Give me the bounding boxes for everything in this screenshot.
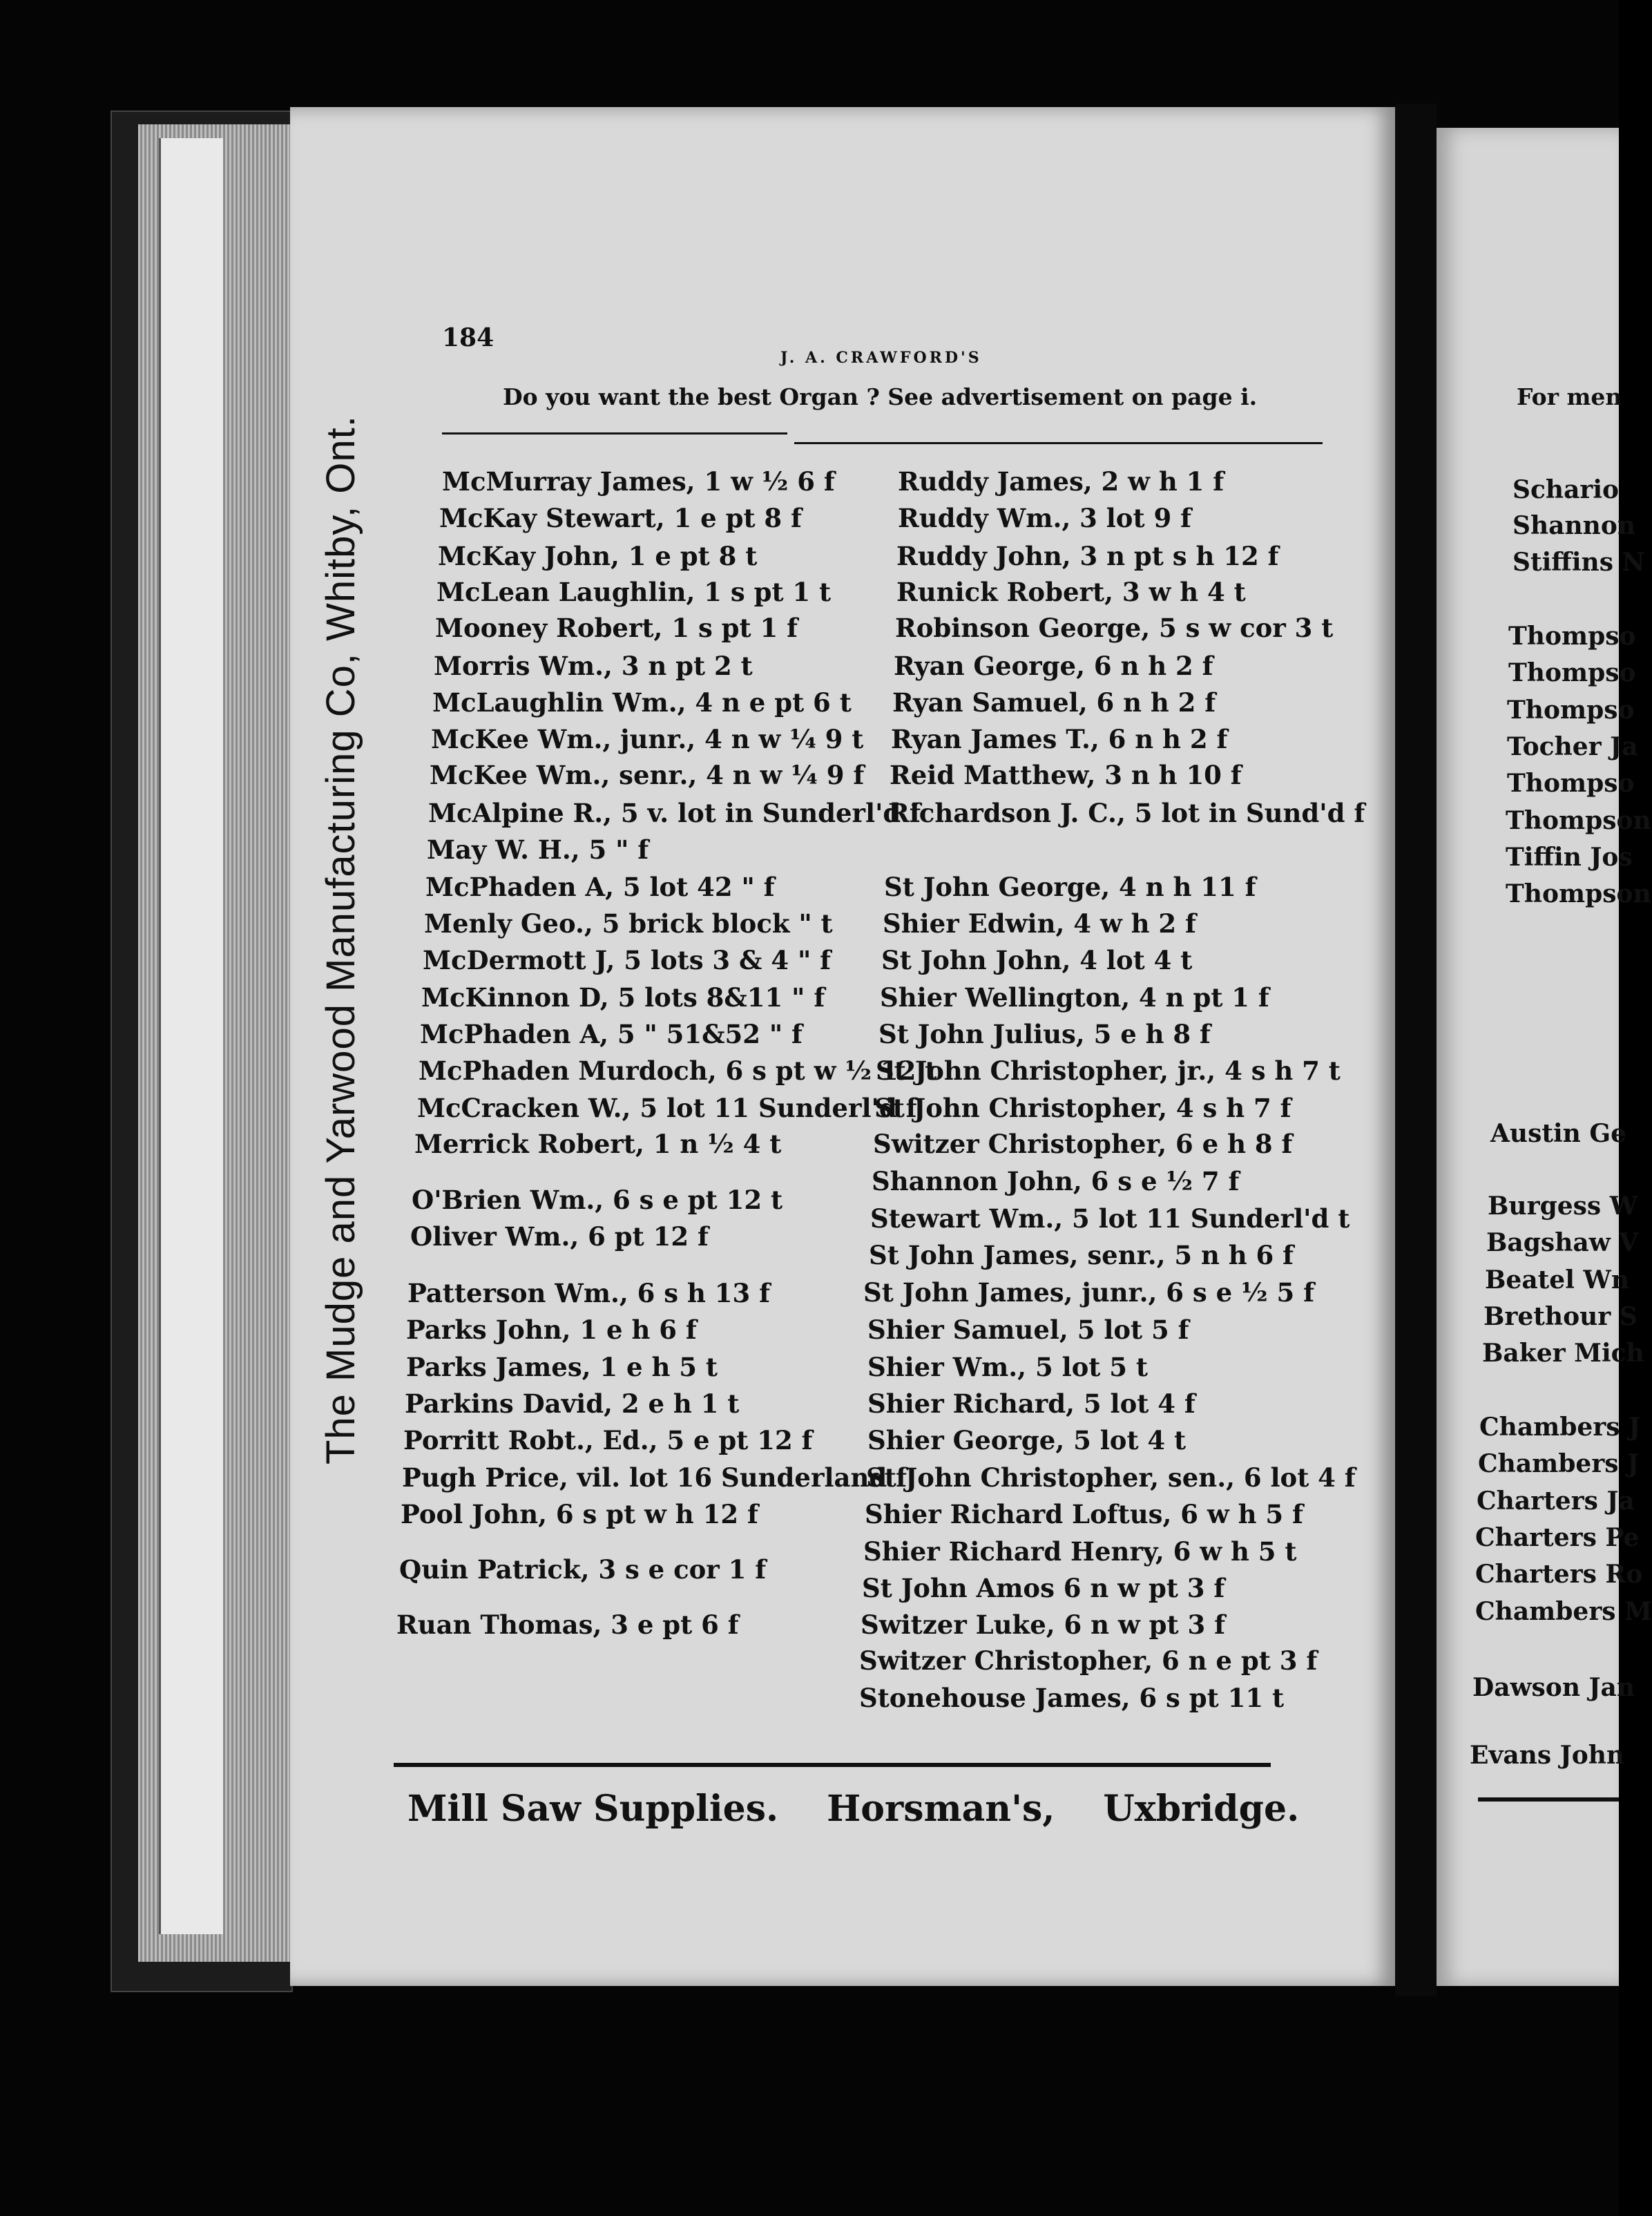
directory-entry: McKee Wm., senr., 4 n w ¼ 9 f — [430, 760, 865, 790]
directory-entry: St John Christopher, sen., 6 lot 4 f — [866, 1462, 1356, 1493]
directory-entry: Switzer Luke, 6 n w pt 3 f — [861, 1610, 1226, 1640]
directory-entry: Shannon John, 6 s e ½ 7 f — [872, 1166, 1240, 1196]
directory-entry: Switzer Christopher, 6 n e pt 3 f — [859, 1645, 1318, 1676]
directory-entry: Parks John, 1 e h 6 f — [406, 1315, 697, 1345]
facing-page-entry: Thompso — [1507, 696, 1635, 725]
directory-entry: St John Amos 6 n w pt 3 f — [862, 1573, 1225, 1603]
facing-page-entry: Schario — [1512, 475, 1620, 504]
directory-entry: McDermott J, 5 lots 3 & 4 " f — [423, 945, 832, 975]
directory-entry: Ruddy James, 2 w h 1 f — [898, 466, 1224, 497]
directory-entry: Pugh Price, vil. lot 16 Sunderland f — [402, 1462, 907, 1493]
directory-entry: Ruddy John, 3 n pt s h 12 f — [896, 541, 1279, 571]
directory-entry: St John George, 4 n h 11 f — [884, 872, 1256, 902]
directory-entry: Runick Robert, 3 w h 4 t — [896, 577, 1246, 607]
facing-page-entry: Thompso — [1508, 658, 1636, 687]
footer-advertisement — [407, 1788, 1347, 1830]
facing-page-entry: Thompson — [1506, 879, 1651, 908]
facing-page-entry: Brethour S — [1483, 1302, 1637, 1331]
directory-entry: St John Christopher, jr., 4 s h 7 t — [876, 1056, 1341, 1086]
directory-entry: Mooney Robert, 1 s pt 1 f — [435, 613, 798, 643]
facing-page-entry: Stiffins N — [1512, 548, 1645, 577]
header-rule-left — [442, 432, 787, 434]
directory-entry: McCracken W., 5 lot 11 Sunderl'd f — [417, 1093, 917, 1123]
facing-page-entry: Chambers J — [1479, 1413, 1641, 1442]
facing-page-entry: Tocher Ja — [1507, 732, 1638, 761]
directory-entry: McAlpine R., 5 v. lot in Sunderl'd f — [428, 798, 921, 828]
directory-entry: Shier George, 5 lot 4 t — [867, 1425, 1187, 1455]
directory-entry: Shier Richard Henry, 6 w h 5 t — [863, 1536, 1297, 1567]
facing-page-entry: Charters Pe — [1475, 1523, 1640, 1552]
directory-entry: Menly Geo., 5 brick block " t — [424, 908, 833, 939]
directory-entry: Parks James, 1 e h 5 t — [406, 1352, 718, 1382]
directory-entry: Quin Patrick, 3 s e cor 1 f — [399, 1554, 767, 1585]
directory-entry: Robinson George, 5 s w cor 3 t — [895, 613, 1334, 643]
facing-page-entry: Charters Ja — [1477, 1487, 1635, 1516]
page-number: 184 — [442, 323, 494, 352]
side-advertisement: The Mudge and Yarwood Manufacturing Co, Whitby, Ont. — [318, 415, 363, 1464]
facing-page-entry: Thompso — [1508, 622, 1636, 651]
facing-page-entry: Beatel Wn — [1485, 1265, 1630, 1295]
facing-page-entry: Bagshaw V — [1486, 1228, 1639, 1257]
directory-entry: Morris Wm., 3 n pt 2 t — [434, 651, 753, 681]
facing-page-entry: Burgess W — [1488, 1192, 1638, 1221]
directory-entry: Patterson Wm., 6 s h 13 f — [407, 1278, 771, 1308]
running-head: J. A. CRAWFORD'S — [780, 349, 982, 367]
directory-entry: McLean Laughlin, 1 s pt 1 t — [436, 577, 832, 607]
directory-entry: Shier Richard, 5 lot 4 f — [867, 1388, 1195, 1419]
facing-page-entry: Austin Ge — [1490, 1119, 1627, 1148]
directory-entry: May W. H., 5 " f — [427, 834, 649, 865]
directory-entry: Merrick Robert, 1 n ½ 4 t — [414, 1129, 782, 1159]
footer-ad-part: Horsman's, — [827, 1788, 1055, 1830]
directory-entry: St John Christopher, 4 s h 7 f — [874, 1093, 1291, 1123]
directory-entry: McPhaden A, 5 lot 42 " f — [425, 872, 775, 902]
facing-page-entry: Charters Ro — [1475, 1560, 1643, 1589]
facing-page-entry: Thompso — [1507, 769, 1635, 798]
directory-entry: McMurray James, 1 w ½ 6 f — [442, 466, 835, 497]
directory-entry: St John Julius, 5 e h 8 f — [878, 1019, 1211, 1049]
directory-entry: Richardson J. C., 5 lot in Sund'd f — [888, 798, 1365, 828]
directory-entry: Shier Edwin, 4 w h 2 f — [883, 908, 1196, 939]
footer-ad-part: Uxbridge. — [1103, 1788, 1300, 1830]
directory-entry: Pool John, 6 s pt w h 12 f — [401, 1499, 758, 1529]
page-fore-edge — [159, 138, 223, 1934]
directory-entry: McKinnon D, 5 lots 8&11 " f — [421, 982, 825, 1013]
facing-page-entry: Shannon — [1512, 511, 1636, 540]
facing-page-entry: Chambers M — [1475, 1597, 1652, 1626]
facing-page-entry: Chambers J — [1478, 1449, 1640, 1478]
directory-entry: Switzer Christopher, 6 e h 8 f — [873, 1129, 1293, 1159]
directory-entry: Ruddy Wm., 3 lot 9 f — [898, 503, 1191, 533]
directory-entry: Ruan Thomas, 3 e pt 6 f — [396, 1610, 739, 1640]
directory-entry: McPhaden A, 5 " 51&52 " f — [420, 1019, 803, 1049]
directory-entry: Stonehouse James, 6 s pt 11 t — [859, 1683, 1285, 1713]
facing-page-entry: Tiffin Jos — [1506, 843, 1633, 872]
directory-entry: McLaughlin Wm., 4 n e pt 6 t — [432, 687, 852, 718]
directory-entry: Shier Samuel, 5 lot 5 f — [867, 1315, 1189, 1345]
directory-entry: Porritt Robt., Ed., 5 e pt 12 f — [403, 1425, 813, 1455]
facing-page-entry: Dawson Jan — [1472, 1673, 1635, 1702]
directory-entry: McKay John, 1 e pt 8 t — [438, 541, 758, 571]
directory-entry: Oliver Wm., 6 pt 12 f — [410, 1221, 709, 1252]
directory-entry: Shier Wellington, 4 n pt 1 f — [880, 982, 1269, 1013]
directory-entry: Stewart Wm., 5 lot 11 Sunderl'd t — [870, 1203, 1350, 1234]
directory-entry: O'Brien Wm., 6 s e pt 12 t — [412, 1185, 783, 1215]
directory-entry: Ryan James T., 6 n h 2 f — [891, 724, 1228, 754]
top-advertisement: Do you want the best Organ ? See advertisement on page i. — [503, 383, 1258, 410]
directory-entry: McKee Wm., junr., 4 n w ¼ 9 t — [431, 724, 864, 754]
directory-entry: McKay Stewart, 1 e pt 8 f — [439, 503, 802, 533]
footer-ad-part: Mill Saw Supplies. — [407, 1788, 779, 1830]
right-page-footer-rule — [1478, 1797, 1619, 1802]
facing-page-entry: Thompson — [1506, 806, 1651, 835]
facing-page-entry: Baker Mich — [1482, 1339, 1644, 1368]
directory-entry: St John John, 4 lot 4 t — [881, 945, 1193, 975]
facing-page-entry: Evans John — [1470, 1741, 1625, 1770]
header-rule-right — [794, 442, 1323, 444]
directory-entry: Ryan George, 6 n h 2 f — [894, 651, 1213, 681]
right-page-head: For men — [1517, 383, 1622, 410]
book-gutter — [1395, 104, 1437, 1996]
directory-entry: Reid Matthew, 3 n h 10 f — [890, 760, 1242, 790]
footer-rule-top — [394, 1763, 1271, 1767]
directory-entry: Ryan Samuel, 6 n h 2 f — [892, 687, 1216, 718]
directory-entry: St John James, junr., 6 s e ½ 5 f — [863, 1277, 1315, 1308]
directory-entry: St John James, senr., 5 n h 6 f — [869, 1240, 1294, 1270]
directory-entry: Parkins David, 2 e h 1 t — [405, 1388, 740, 1419]
directory-entry: McPhaden Murdoch, 6 s pt w ½ 12 t — [419, 1056, 937, 1086]
directory-entry: Shier Richard Loftus, 6 w h 5 f — [865, 1499, 1303, 1529]
directory-entry: Shier Wm., 5 lot 5 t — [867, 1352, 1148, 1382]
